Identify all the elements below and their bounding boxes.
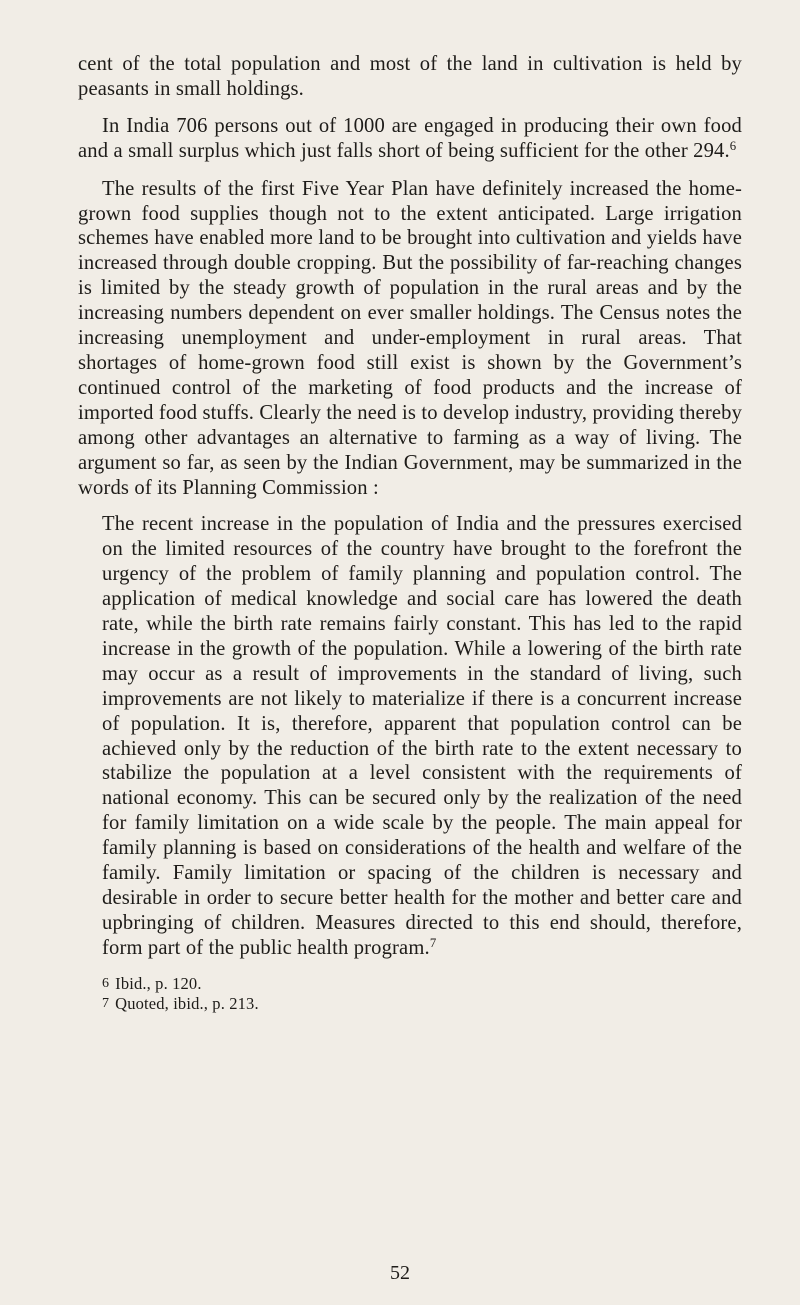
paragraph-continued-text: cent of the total population and most of the land in cultivation is held by peasants in small holdings. <box>78 53 742 100</box>
footnote-7 <box>102 994 742 1014</box>
footnote-ref-7: 7 <box>429 935 437 950</box>
footnote-number: 7 <box>102 995 110 1011</box>
footnotes <box>102 974 742 1014</box>
footnote-number: 6 <box>102 975 110 991</box>
paragraph-continued <box>78 52 742 102</box>
footnote-text: Quoted, ibid., p. 213. <box>115 993 259 1013</box>
paragraph-india-text: In India 706 persons out of 1000 are engaged in producing their own food and a small surplus which just falls short of being sufficient for the other 294. <box>78 114 742 162</box>
paragraph-five-year-plan <box>78 177 742 501</box>
footnote-6 <box>102 974 742 994</box>
block-quote-planning-commission <box>102 512 742 960</box>
footnote-ref-6: 6 <box>729 138 737 153</box>
paragraph-five-year-plan-text: The results of the first Five Year Plan have definitely increased the home-grown food supplies though not to the extent anticipated. Large irrigation schemes have enabled more land to be brought into cultivation and yields have increased through double cropping. But the possibility of far-reaching changes is limited by the steady growth of population in the rural areas and by the increasing numbers dependent on ever smaller holdings. The Census notes the increasing unemployment and under-employment in rural areas. That shortages of home-grown food still exist is shown by the Government’s continued control of the marketing of food products and the increase of imported food stuffs. Clearly the need is to develop industry, providing thereby among other advantages an alternative to farming as a way of living. The argument so far, as seen by the Indian Government, may be summarized in the words of its Planning Commission : <box>78 177 743 499</box>
footnote-text: Ibid., p. 120. <box>115 973 202 993</box>
paragraph-india <box>78 114 742 164</box>
page-number: 52 <box>390 1262 410 1284</box>
page-body <box>78 52 742 1014</box>
block-quote-text: The recent increase in the population of India and the pressures exercised on the limited resources of the country have brought to the forefront the urgency of the problem of family planning and population control. The application of medical knowledge and social care has lowered the death rate, while the birth rate remains fairly constant. This has led to the rapid increase in the growth of the population. While a lowering of the birth rate may occur as a result of improvements in the standard of living, such improvements are not likely to materialize if there is a concurrent increase of population. It is, therefore, apparent that population control can be achieved only by the reduction of the birth rate to the extent necessary to stabilize the population at a level consistent with the requirements of national economy. This can be secured only by the realization of the need for family limitation on a wide scale by the people. The main appeal for family planning is based on considerations of the health and welfare of the family. Family limitation or spacing of the children is necessary and desirable in order to secure better health for the mother and better care and upbringing of children. Measures directed to this end should, therefore, form part of the public health program. <box>102 513 742 959</box>
